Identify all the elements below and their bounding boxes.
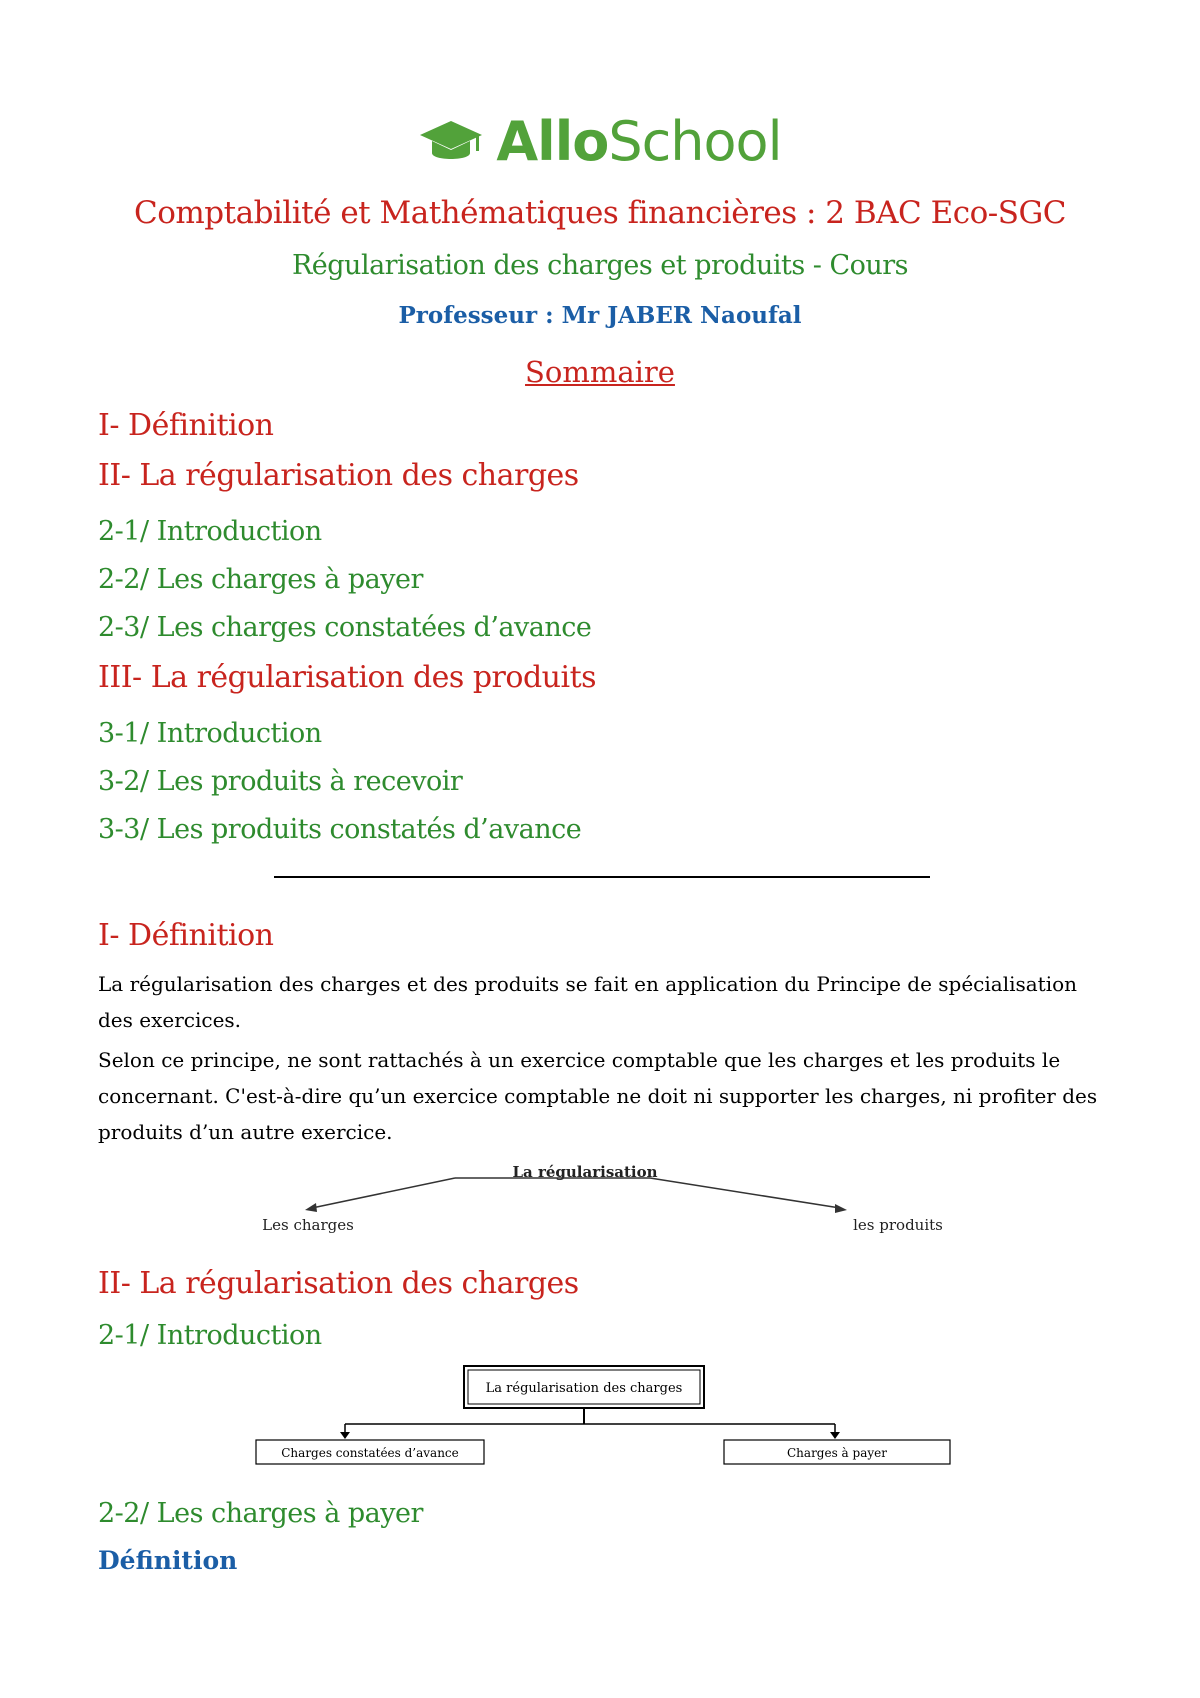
section-charges-heading: II- La régularisation des charges: [98, 1266, 579, 1301]
document-title: Comptabilité et Mathématiques financières : 2 BAC Eco-SGC: [134, 195, 1066, 231]
charges-intro-heading: 2-1/ Introduction: [98, 1320, 322, 1351]
summary-item-definition: I- Définition: [98, 408, 274, 443]
diagram-root-label: La régularisation: [512, 1163, 658, 1181]
charges-diagram-right: Charges à payer: [787, 1446, 887, 1460]
section-definition-heading: I- Définition: [98, 918, 274, 953]
diagram-left-label: Les charges: [262, 1216, 354, 1234]
definition-paragraph-1: La régularisation des charges et des produits se fait en application du Principe de spécialisation des exercices.: [98, 972, 1078, 1032]
summary-item-charges-constatees: 2-3/ Les charges constatées d’avance: [98, 612, 592, 643]
summary-item-charges-a-payer: 2-2/ Les charges à payer: [98, 564, 423, 595]
definition-label: Définition: [98, 1546, 238, 1575]
logo-text-school: School: [608, 110, 782, 173]
summary-item-charges-intro: 2-1/ Introduction: [98, 516, 322, 547]
summary-title: Sommaire: [525, 355, 675, 389]
summary-item-produits-intro: 3-1/ Introduction: [98, 718, 322, 749]
diagram-right-label: les produits: [853, 1216, 943, 1234]
logo-wordmark: [496, 112, 781, 172]
charges-diagram: [250, 1362, 960, 1472]
professor-line: Professeur : Mr JABER Naoufal: [398, 302, 802, 329]
charges-diagram-left: Charges constatées d’avance: [281, 1446, 459, 1460]
summary-item-charges: II- La régularisation des charges: [98, 458, 579, 493]
charges-diagram-root: La régularisation des charges: [485, 1381, 683, 1396]
logo-text-allo: Allo: [496, 110, 609, 173]
summary-item-produits-a-recevoir: 3-2/ Les produits à recevoir: [98, 766, 463, 797]
summary-item-produits-constates: 3-3/ Les produits constatés d’avance: [98, 814, 582, 845]
graduation-cap-icon: [418, 117, 484, 167]
separator-line: [274, 876, 930, 878]
charges-a-payer-heading: 2-2/ Les charges à payer: [98, 1498, 423, 1529]
document-subtitle: Régularisation des charges et produits - Cours: [291, 250, 909, 281]
alloschool-logo: [0, 112, 1200, 172]
summary-item-produits: III- La régularisation des produits: [98, 660, 597, 695]
definition-paragraph-2: Selon ce principe, ne sont rattachés à un exercice comptable que les charges et les produits le concernant. C'est-à-dire qu’un exercice comptable ne doit ni supporter les charges, ni profiter des produits d’un autre exercice.: [98, 1048, 1098, 1144]
regularisation-diagram: [250, 1160, 960, 1236]
